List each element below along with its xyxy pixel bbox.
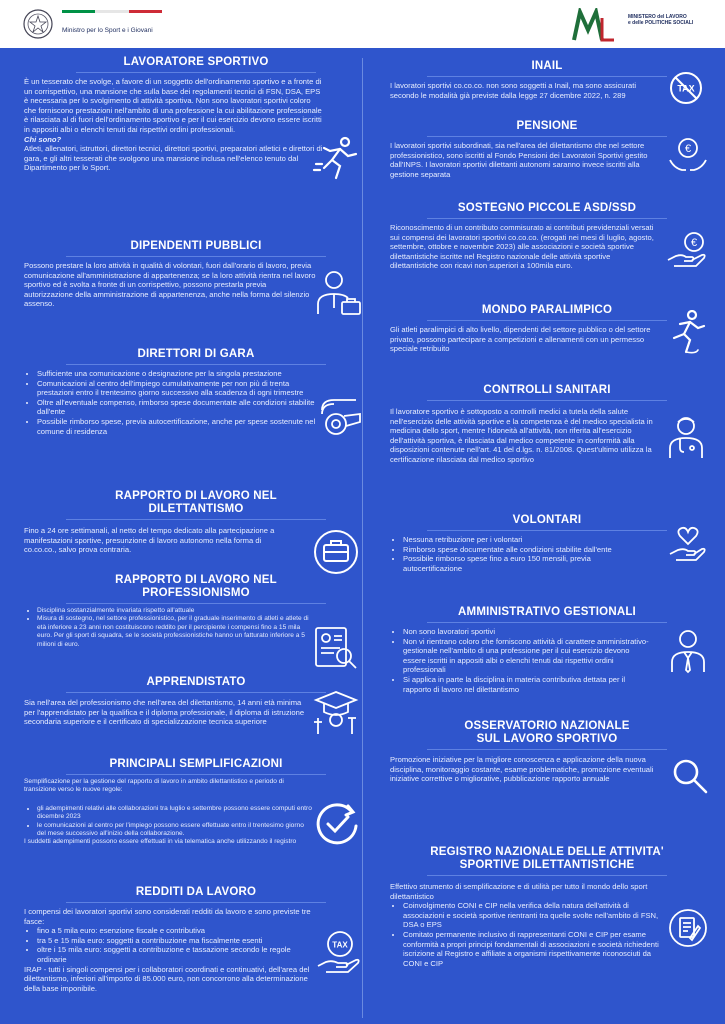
section-body: I lavoratori sportivi subordinati, sia nell'area del dilettantismo che nel settore professionistico, sono iscritti al Fondo Pensioni dei Lavoratori Sportivi gestito dall'INPS. I lavoratori sportivi dilettanti autonomi saranno invece iscritti alla gestione separata <box>390 141 648 179</box>
section-body: Gli atleti paralimpici di alto livello, dipendenti del settore pubblico o del settore privato, possono partecipare a competizioni e allenamenti con un permesso speciale retribuito <box>390 325 651 354</box>
italian-emblem-icon <box>22 8 54 40</box>
section-title: SOSTEGNO PICCOLE ASD/SSD <box>457 202 637 214</box>
body-text: Semplificazione per la gestione del rapporto di lavoro in ambito dilettantistico e periodo di transizione verso le nuove regole: <box>24 778 284 794</box>
section-body <box>390 535 652 573</box>
title-line: DILETTANTISMO <box>148 503 244 515</box>
section-title: AMMINISTRATIVO GESTIONALI <box>458 606 636 618</box>
bullet-list <box>24 607 314 649</box>
check-cycle-icon <box>312 798 362 848</box>
bullet-list <box>390 627 652 694</box>
list-item: • Si applica in parte la disciplina in materia contributiva dettata per il rapporto di lavoro nel dilettantismo <box>403 675 652 694</box>
section-title <box>390 846 704 872</box>
list-item: • Coinvolgimento CONI e CIP nella verifica della natura dell'attività di associazioni e società sportive rientranti tra quelle svolte nell'ambito di FSN, DSA o EPS <box>403 901 662 930</box>
tax-label: TAX <box>332 940 348 950</box>
title-rule <box>427 136 667 137</box>
list-item: • le comunicazioni al centro per l'impiego possono essere effettuate entro il trentesimo giorno del mese successivo all'inizio della collaborazione. <box>37 822 314 839</box>
section-title: LAVORATORE SPORTIVO <box>123 56 269 68</box>
section-rapporto-professionismo <box>24 574 368 649</box>
list-item: • tra 5 e 15 mila euro: soggetti a contribuzione ma fiscalmente esenti <box>37 936 316 946</box>
section-registro-nazionale <box>390 846 704 968</box>
section-body: Possono prestare la loro attività in qualità di volontari, fuori dall'orario di lavoro, previa comunicazione all'amministrazione di appartenenza; se la loro attività rientra nel lavoro sportivo ed è svolta a fronte di un corrispettivo, possono prestarla previa autorizzazione della amministrazione di appartenenza, anche nella forma del silenzio assenso. <box>24 261 316 309</box>
list-item: • Sufficiente una comunicazione o designazione per la singola prestazione <box>37 369 320 379</box>
title-rule <box>66 902 326 903</box>
euro-hands-icon <box>668 134 708 174</box>
bullet-list <box>390 901 662 968</box>
list-item: • Non sono lavoratori sportivi <box>403 627 652 637</box>
section-redditi-da-lavoro <box>24 886 368 993</box>
list-item: • Possibile rimborso spese, previa autocertificazione, anche per spese sostenute nel comune di residenza <box>37 417 320 436</box>
section-volontari <box>390 514 704 573</box>
section-title: DIRETTORI DI GARA <box>137 348 255 360</box>
section-body <box>390 882 662 968</box>
title-line: OSSERVATORIO NAZIONALE <box>464 720 630 732</box>
list-item: • oltre i 15 mila euro: soggetti a contribuzione e tassazione secondo le regole ordinarie <box>37 945 316 964</box>
title-line: RAPPORTO DI LAVORO NEL <box>115 574 277 586</box>
list-item: • Misura di sostegno, nel settore professionistico, per il graduale inserimento di atleti e atlete di età inferiore a 23 anni non costituiscono reddito per il percipiente i compensi fino a 15 mila euro. Per gli sport di squadra, se le società professionistiche hanno un fatturato inferiore a 5 milioni di euro. <box>37 615 314 649</box>
title-rule <box>66 692 326 693</box>
section-controlli-sanitari <box>390 384 704 465</box>
title-rule <box>427 875 667 876</box>
section-rapporto-dilettantismo <box>24 490 368 555</box>
bullet-list <box>24 805 314 839</box>
section-title: PRINCIPALI SEMPLIFICAZIONI <box>109 758 283 770</box>
bullet-list <box>24 369 320 436</box>
title-rule <box>427 76 667 77</box>
bullet-list <box>24 926 316 964</box>
section-title <box>24 574 368 600</box>
subheading: Chi sono? <box>24 134 62 144</box>
title-rule <box>427 218 667 219</box>
document-pen-icon <box>668 908 708 948</box>
list-item: • gli adempimenti relativi alle collaborazioni tra luglio e settembre possono essere computi entro dicembre 2023 <box>37 805 314 822</box>
section-body: Sia nell'area del professionismo che nell'area del dilettantismo, 14 anni età minima per l'apprendistato per la qualifica e il diploma professionale, il diploma di istruzione secondaria superiore e il certificato di specializzazione tecnica superiore <box>24 698 305 727</box>
magnifier-icon <box>670 756 710 796</box>
body-text: È un tesserato che svolge, a favore di un soggetto dell'ordinamento sportivo e a fronte di un corrispettivo, una mansione che sulla base dei regolamenti tecnici di FSN, DSA, EPS è necessaria per lo svolgimento di attività sportiva. Non sono lavoratori sportivi coloro che forniscono prestazioni nell'ambito di una professione la cui abilitazione professionale è rilasciata al di fuori dell'ordinamento sportivo e per il cui esercizio devono essere iscritti in appositi albi o elenchi tenuti dai rispettivi ordini professionali. <box>24 77 322 134</box>
section-body <box>24 369 320 436</box>
bullet-list <box>390 535 652 573</box>
title-line: SUL LAVORO SPORTIVO <box>476 733 618 745</box>
briefcase-icon <box>312 528 360 576</box>
body-text: IRAP - tutti i singoli compensi per i collaboratori coordinati e continuativi, dell'area del dilettantismo, inferiori all'importo di 85.000 euro, non concorrono alla determinazione della base imponibile. <box>24 964 310 993</box>
body-text: Atleti, allenatori, istruttori, direttori tecnici, direttori sportivi, preparatori atletici e direttori di gara, e gli altri tesserati che svolgono una mansione inclusa nell'elenco tenuto dal Dipartimento per lo Sport. <box>24 144 323 173</box>
section-body: Fino a 24 ore settimanali, al netto del tempo dedicato alla partecipazione a manifestazioni sportive, presunzione di lavoro autonomo nella forma di co.co.co., salvo prova contraria. <box>24 526 275 555</box>
list-item: • fino a 5 mila euro: esenzione fiscale e contributiva <box>37 926 316 936</box>
section-body: I lavoratori sportivi co.co.co. non sono soggetti a Inail, ma sono assicurati secondo le modalità già previste dalla legge 27 dicembre 2022, n. 289 <box>390 81 637 100</box>
ministry-labour-line1: MINISTERO del LAVORO <box>628 14 687 20</box>
employee-briefcase-icon <box>314 268 364 318</box>
section-title: CONTROLLI SANITARI <box>483 384 611 396</box>
title-rule <box>76 72 316 73</box>
title-line: SPORTIVE DILETTANTISTICHE <box>459 859 635 871</box>
section-body <box>24 907 316 993</box>
list-item: • Nessuna retribuzione per i volontari <box>403 535 652 545</box>
tax-label: TAX <box>677 83 695 94</box>
list-item: • Rimborso spese documentate alle condizioni stabilite dall'ente <box>403 545 652 555</box>
section-body <box>24 607 314 649</box>
section-body: Promozione iniziative per la migliore conoscenza e applicazione della nuova disciplina, monitoraggio costante, esame problematiche, promozione eventuali iniziative correttive o migliorative, pubblicazione rapporto annuale <box>390 755 654 784</box>
body-text: Effettivo strumento di semplificazione e di utilità per tutto il mondo dello sport dilettantistico <box>390 882 648 901</box>
title-rule <box>66 519 326 520</box>
heart-hand-icon <box>668 524 708 564</box>
section-sostegno-piccole <box>390 202 704 271</box>
title-rule <box>66 774 326 775</box>
section-title: REDDITI DA LAVORO <box>135 886 257 898</box>
body-text: I compensi dei lavoratori sportivi sono considerati redditi da lavoro e sono previste tre fasce: <box>24 907 311 926</box>
section-pensione <box>390 120 704 179</box>
ministry-sport-text: Ministro per lo Sport e i Giovani <box>62 27 153 34</box>
section-osservatorio-nazionale <box>390 720 704 784</box>
section-title: MONDO PARALIMPICO <box>481 304 613 316</box>
header-bar <box>0 0 725 48</box>
section-title <box>390 720 704 746</box>
body-text: I suddetti adempimenti possono essere effettuati in via telematica anche utilizzando il registro <box>24 838 297 846</box>
list-item: • Oltre all'eventuale compenso, rimborso spese documentate alle condizioni stabilite dall'ente <box>37 398 320 417</box>
ministry-labour-logo <box>572 8 616 42</box>
runner-icon <box>312 134 362 184</box>
graduate-tools-icon <box>312 688 360 736</box>
paralympic-runner-icon <box>668 310 708 356</box>
section-body <box>24 77 324 173</box>
section-lavoratore-sportivo <box>24 56 368 173</box>
section-title: APPRENDISTATO <box>146 676 246 688</box>
manager-icon <box>668 628 708 674</box>
resume-search-icon <box>312 624 360 672</box>
tax-hand-icon <box>316 930 362 976</box>
section-inail <box>390 60 704 100</box>
section-title <box>24 490 368 516</box>
ministry-labour-line2: e delle POLITICHE SOCIALI <box>628 20 694 26</box>
no-tax-icon <box>668 70 704 106</box>
ministry-sport-label <box>62 10 172 34</box>
section-body <box>390 627 652 694</box>
title-rule <box>427 530 667 531</box>
section-amministrativo-gestionali <box>390 606 704 694</box>
italian-flag-stripe <box>62 10 162 13</box>
svg-text:€: € <box>690 237 698 249</box>
ministry-labour-text <box>628 14 718 26</box>
section-title: INAIL <box>531 60 563 72</box>
title-rule <box>66 364 326 365</box>
section-dipendenti-pubblici <box>24 240 368 309</box>
list-item: • Comitato permanente inclusivo di rappresentanti CONI e CIP per esame conformità a propri principi fondamentali di associazioni e società richiedenti iscrizione al Registro e affiliate a organismi rispettivamente riconosciuti da CONI e CIP <box>403 930 662 968</box>
section-title: VOLONTARI <box>512 514 582 526</box>
title-line: REGISTRO NAZIONALE DELLE ATTIVITA' <box>430 846 664 858</box>
whistle-icon <box>318 396 364 442</box>
title-rule <box>427 622 667 623</box>
title-rule <box>427 400 667 401</box>
section-body <box>24 778 314 847</box>
title-rule <box>427 320 667 321</box>
svg-text:€: € <box>684 143 692 155</box>
title-line: RAPPORTO DI LAVORO NEL <box>115 490 277 502</box>
title-rule <box>66 256 326 257</box>
title-rule <box>66 603 326 604</box>
section-mondo-paralimpico <box>390 304 704 354</box>
section-body: Il lavoratore sportivo è sottoposto a controlli medici a tutela della salute nell'esercizio delle attività sportive e la competenza è del medico specialista in medicina dello sport, mentre l'idoneità all'attività, non riferita all'esercizio dell'attività sportiva, è rilasciata dal medico competente in conformità alla disposizioni contenute nell'art. 41 del d.lgs. n. 81/2008. Quest'ultimo utilizza la certificazione rilasciata dal medico sportivo <box>390 407 653 464</box>
euro-hand-icon <box>666 230 708 272</box>
section-title: PENSIONE <box>516 120 578 132</box>
list-item: • Non vi rientrano coloro che forniscono attività di carattere amministrativo-gestionale nell'ambito di una professione per il cui esercizio devono essere iscritti in appositi albi o elenchi tenuti dai rispettivi ordini professionali <box>403 637 652 675</box>
list-item: • Comunicazioni al centro dell'impiego cumulativamente per non più di trenta prestazioni entro il trentesimo giorno successivo alla scadenza di ogni trimestre <box>37 379 320 398</box>
list-item: • Possibile rimborso spese fino a euro 150 mensili, previa autocertificazione <box>403 554 652 573</box>
section-title: DIPENDENTI PUBBLICI <box>130 240 262 252</box>
title-line: PROFESSIONISMO <box>142 587 250 599</box>
section-body: Riconoscimento di un contributo commisurato ai contributi previdenziali versati sui compensi dei lavoratori sportivi co.co.co. (erogati nei mesi di luglio, agosto, settembre, ottobre e novembre 2023) alle associazioni e società sportive dilettantistiche iscritte nel Registro nazionale delle attività sportive dilettantistiche con ricavi non superiori a 100mila euro. <box>390 223 654 271</box>
doctor-icon <box>666 414 706 460</box>
section-apprendistato <box>24 676 368 727</box>
list-item: • Disciplina sostanzialmente invariata rispetto all'attuale <box>37 607 314 615</box>
section-principali-semplificazioni <box>24 758 368 847</box>
section-direttori-di-gara <box>24 348 368 436</box>
title-rule <box>427 749 667 750</box>
